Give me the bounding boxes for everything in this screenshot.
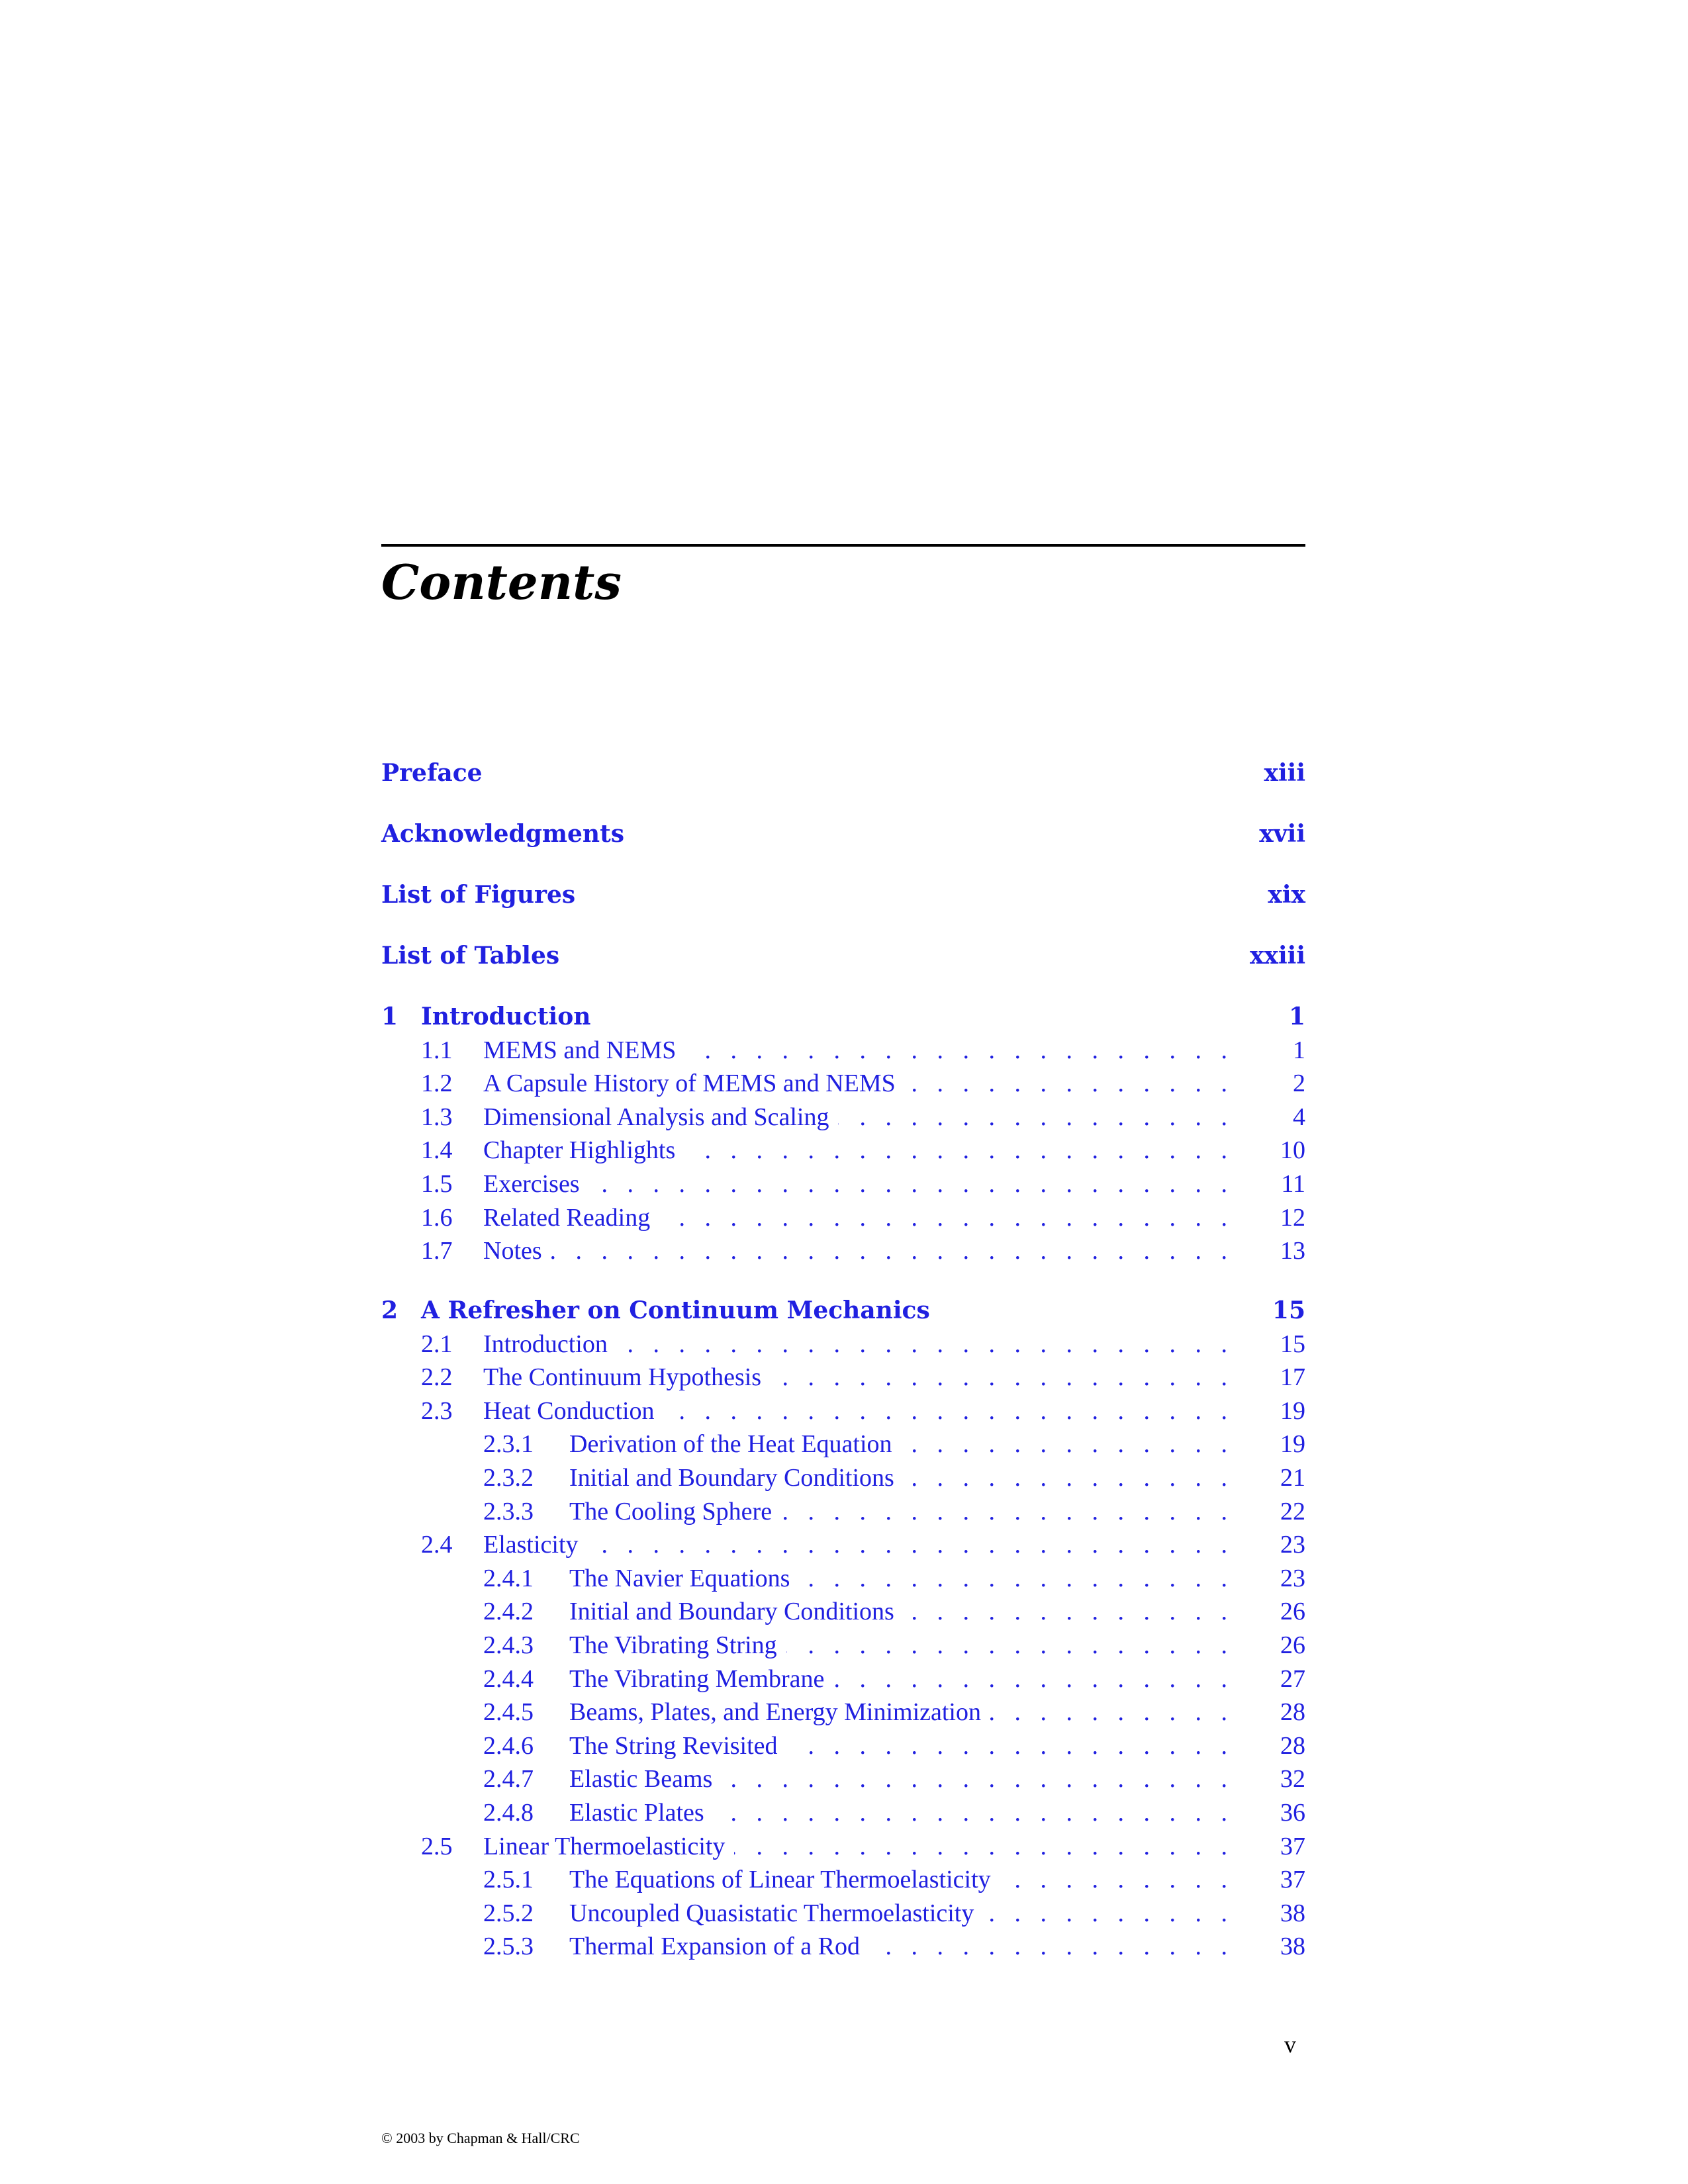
toc-entry-number: 2.4.5 (483, 1698, 534, 1726)
toc-entry-page: 27 (1280, 1665, 1305, 1693)
toc-entry-label: The Continuum Hypothesis (483, 1363, 771, 1391)
toc-entry-label: Linear Thermoelasticity (483, 1833, 734, 1860)
toc-entry-label: MEMS and NEMS (483, 1036, 685, 1064)
toc-entry-number: 2.4.1 (483, 1565, 534, 1592)
toc-entry-number: 1.3 (421, 1103, 453, 1131)
toc-entry-number: 2.2 (421, 1363, 453, 1391)
toc-entry-label: The Equations of Linear Thermoelasticity (569, 1866, 1000, 1893)
toc-dot-leader (569, 1927, 1234, 1966)
toc-entry-number: 2.3.1 (483, 1430, 534, 1458)
toc-entry-number: 2.3 (421, 1397, 453, 1425)
toc-front-entry[interactable] (381, 753, 1305, 793)
toc-entry-label: The Navier Equations (569, 1565, 799, 1592)
toc-entry-page: 13 (1280, 1237, 1305, 1265)
toc-chapter-title: Introduction (421, 1003, 591, 1030)
toc-entry-label: The String Revisited (569, 1732, 787, 1760)
toc-entry-label: List of Tables (381, 942, 560, 970)
page-number: v (1284, 2031, 1296, 2058)
toc-entry-page: 26 (1280, 1598, 1305, 1625)
toc-entry-label: Beams, Plates, and Energy Minimization (569, 1698, 990, 1726)
toc-chapter-page: 1 (1288, 1003, 1305, 1030)
toc-entry-page: 38 (1280, 1933, 1305, 1960)
toc-entry-label: Uncoupled Quasistatic Thermoelasticity (569, 1899, 983, 1927)
toc-entry-page: 2 (1293, 1069, 1305, 1097)
toc-entry-label: Elastic Beams (569, 1765, 722, 1793)
toc-entry-label: Dimensional Analysis and Scaling (483, 1103, 838, 1131)
toc-entry-page: 4 (1293, 1103, 1305, 1131)
toc-entry-number: 2.5.1 (483, 1866, 534, 1893)
toc-entry-label: Chapter Highlights (483, 1136, 684, 1164)
toc-entry-number: 1.2 (421, 1069, 453, 1097)
toc-entry-page: 26 (1280, 1631, 1305, 1659)
title-rule (381, 544, 1305, 547)
toc-entry-number: 2.3.2 (483, 1464, 534, 1492)
toc-entry-label: A Capsule History of MEMS and NEMS (483, 1069, 905, 1097)
toc-entry-page: 17 (1280, 1363, 1305, 1391)
toc-entry-page: 19 (1280, 1430, 1305, 1458)
toc-entry-number: 2.4.8 (483, 1799, 534, 1827)
toc-entry-label: Preface (381, 759, 483, 787)
toc-entry-number: 1.6 (421, 1204, 453, 1232)
toc-entry-number: 2.4.4 (483, 1665, 534, 1693)
toc-entry-label: Thermal Expansion of a Rod (569, 1933, 869, 1960)
toc-entry-number: 2.4.3 (483, 1631, 534, 1659)
toc-entry-page: 15 (1280, 1330, 1305, 1358)
toc-subsection-entry[interactable] (381, 1927, 1305, 1966)
toc-entry-label: Introduction (483, 1330, 617, 1358)
toc-entry-page: xiii (1264, 759, 1305, 787)
page-title: Contents (381, 554, 622, 610)
toc-entry-label: Related Reading (483, 1204, 659, 1232)
toc-front-entry[interactable] (381, 936, 1305, 976)
toc-entry-label: Initial and Boundary Conditions (569, 1598, 904, 1625)
toc-entry-page: 12 (1280, 1204, 1305, 1232)
toc-entry-page: 19 (1280, 1397, 1305, 1425)
toc-entry-label: Exercises (483, 1170, 589, 1198)
toc-entry-number: 1.4 (421, 1136, 453, 1164)
toc-entry-label: The Vibrating String (569, 1631, 786, 1659)
toc-chapter-page: 15 (1272, 1297, 1305, 1324)
toc-entry-number: 2.4.2 (483, 1598, 534, 1625)
toc-entry-page: 21 (1280, 1464, 1305, 1492)
toc-entry-number: 2.1 (421, 1330, 453, 1358)
toc-entry-label: List of Figures (381, 881, 576, 909)
toc-entry-page: 23 (1280, 1531, 1305, 1559)
toc-entry-page: 32 (1280, 1765, 1305, 1793)
toc-entry-page: 36 (1280, 1799, 1305, 1827)
toc-entry-number: 1.5 (421, 1170, 453, 1198)
toc-entry-number: 2.5.3 (483, 1933, 534, 1960)
toc-entry-label: Acknowledgments (381, 820, 624, 848)
toc-entry-label: Elastic Plates (569, 1799, 714, 1827)
toc-entry-number: 2.4.7 (483, 1765, 534, 1793)
toc-entry-number: 2.3.3 (483, 1498, 534, 1525)
toc-entry-number: 2.5 (421, 1833, 453, 1860)
toc-entry-page: 37 (1280, 1833, 1305, 1860)
toc-entry-page: xvii (1259, 820, 1305, 848)
toc-chapter-number: 2 (381, 1297, 399, 1324)
toc-entry-label: Notes (483, 1237, 551, 1265)
toc-entry-page: 10 (1280, 1136, 1305, 1164)
toc-entry-label: Derivation of the Heat Equation (569, 1430, 902, 1458)
toc-dot-leader (483, 1231, 1234, 1271)
toc-entry-number: 2.4.6 (483, 1732, 534, 1760)
toc-entry-page: 11 (1281, 1170, 1305, 1198)
toc-entry-page: 38 (1280, 1899, 1305, 1927)
toc-entry-page: 1 (1293, 1036, 1305, 1064)
toc-entry-page: 28 (1280, 1732, 1305, 1760)
toc-entry-number: 1.7 (421, 1237, 453, 1265)
toc-entry-page: 23 (1280, 1565, 1305, 1592)
toc-entry-label: Initial and Boundary Conditions (569, 1464, 904, 1492)
toc-entry-number: 2.5.2 (483, 1899, 534, 1927)
toc-entry-page: 22 (1280, 1498, 1305, 1525)
toc-entry-page: xix (1268, 881, 1305, 909)
toc-entry-number: 1.1 (421, 1036, 453, 1064)
toc-entry-page: 37 (1280, 1866, 1305, 1893)
toc-entry-label: The Vibrating Membrane (569, 1665, 833, 1693)
toc-chapter-number: 1 (381, 1003, 399, 1030)
toc-front-entry[interactable] (381, 875, 1305, 915)
toc-chapter-title: A Refresher on Continuum Mechanics (421, 1297, 930, 1324)
copyright-footer: © 2003 by Chapman & Hall/CRC (381, 2130, 580, 2146)
toc-entry-label: Elasticity (483, 1531, 588, 1559)
toc-entry-label: Heat Conduction (483, 1397, 664, 1425)
toc-entry-page: xxiii (1250, 942, 1305, 970)
toc-entry-page: 28 (1280, 1698, 1305, 1726)
toc-entry-number: 2.4 (421, 1531, 453, 1559)
toc-front-entry[interactable] (381, 814, 1305, 854)
toc-entry-label: The Cooling Sphere (569, 1498, 781, 1525)
toc-section-entry[interactable] (381, 1231, 1305, 1271)
